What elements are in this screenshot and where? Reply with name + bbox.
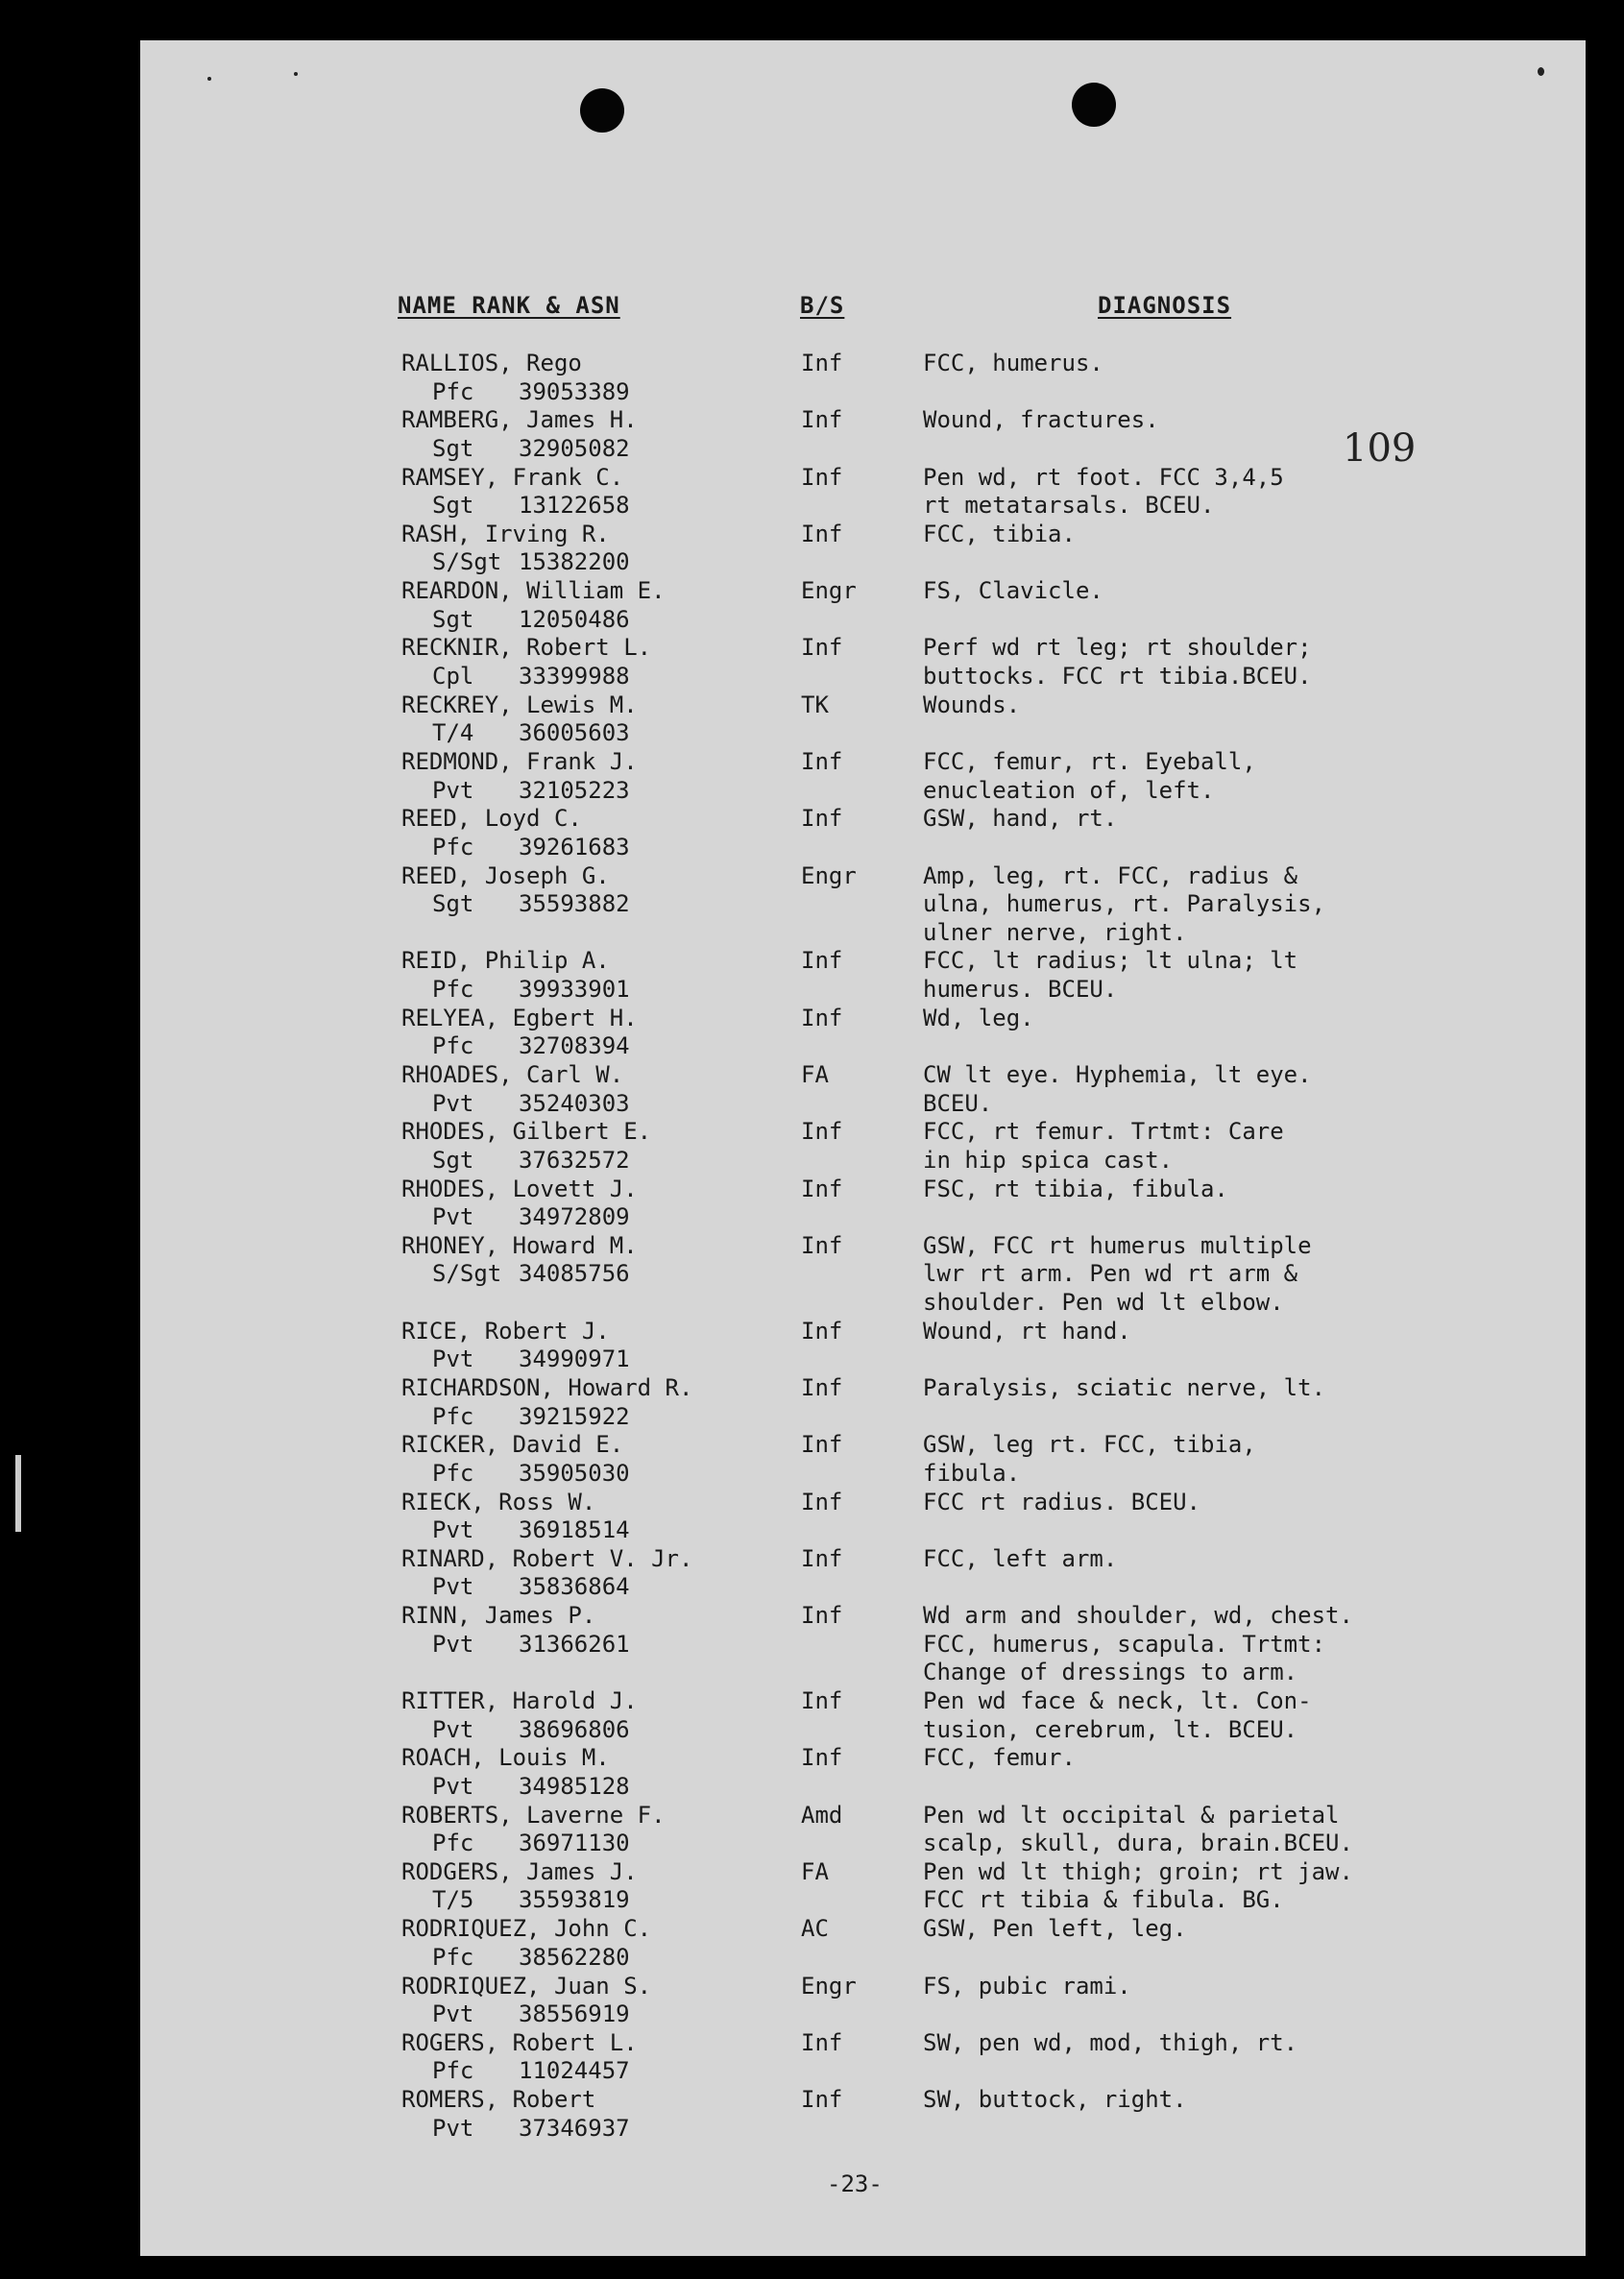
record-row [140,521,1586,577]
record-diagnosis [923,1431,1576,1488]
record-branch: Inf [801,520,843,547]
record-rank: Pvt [432,1089,474,1117]
record-rank-asn [401,976,630,1005]
record-row [140,691,1586,748]
record-asn: 35593882 [519,890,630,918]
record-row [140,2086,1586,2143]
record-branch: Inf [801,1744,843,1772]
record-name-rank-asn [401,1232,638,1289]
diagnosis-line: FCC rt radius. BCEU. [923,1488,1200,1515]
record-rank-asn [401,1516,630,1545]
record-name: RICE, Robert J. [401,1317,610,1345]
diagnosis-line: Wound, rt hand. [923,1317,1131,1345]
record-branch: Inf [801,1317,843,1345]
diagnosis-line: FS, pubic rami. [923,1972,1131,2000]
diagnosis-line: FCC, humerus. [923,350,1103,376]
diagnosis-line: GSW, FCC rt humerus multiple [923,1231,1312,1259]
record-name: RAMSEY, Frank C. [401,463,624,491]
record-row [140,1545,1586,1602]
record-row [140,1374,1586,1431]
record-rank: Pfc [432,1830,474,1857]
record-branch: Inf [801,350,843,376]
record-rank: Cpl [432,662,474,690]
header-diagnosis: DIAGNOSIS [1098,292,1232,319]
record-branch: AC [801,1915,829,1943]
record-row [140,634,1586,691]
diagnosis-line: shoulder. Pen wd lt elbow. [923,1288,1284,1316]
record-branch: Inf [801,1687,843,1715]
record-branch: Inf [801,1374,843,1402]
diagnosis-line: Wd, leg. [923,1004,1034,1031]
diagnosis-line: Pen wd lt occipital & parietal [923,1801,1340,1829]
record-diagnosis [923,1545,1576,1574]
speck [294,72,298,76]
record-name: RHODES, Lovett J. [401,1175,638,1202]
record-rank: Pvt [432,1346,474,1373]
record-rank-asn [401,1460,630,1489]
diagnosis-line: FCC, left arm. [923,1544,1118,1572]
record-rank-asn [401,492,630,521]
record-rank-asn [401,378,630,407]
record-row [140,1602,1586,1687]
record-name-rank-asn [401,1118,651,1175]
diagnosis-line: FS, Clavicle. [923,577,1103,605]
record-name-rank-asn [401,947,630,1004]
record-asn: 36971130 [519,1830,630,1857]
record-branch: Inf [801,947,843,975]
record-rank: Pvt [432,1715,474,1743]
record-asn: 39933901 [519,975,630,1003]
record-rank: Pfc [432,1032,474,1060]
record-diagnosis [923,1374,1576,1403]
diagnosis-line: FCC, femur, rt. Eyeball, [923,748,1256,776]
record-branch: TK [801,691,829,718]
record-asn: 33399988 [519,662,630,690]
record-diagnosis [923,1602,1576,1687]
record-rank: Sgt [432,1146,474,1174]
record-rank: S/Sgt [432,548,502,576]
record-row [140,406,1586,463]
record-name: RHONEY, Howard M. [401,1231,638,1259]
record-diagnosis [923,1176,1576,1204]
record-asn: 32708394 [519,1032,630,1060]
diagnosis-line: BCEU. [923,1089,993,1117]
record-asn: 37632572 [519,1146,630,1174]
record-name: RECKREY, Lewis M. [401,691,638,718]
record-branch: Inf [801,1488,843,1515]
record-name-rank-asn [401,1318,630,1374]
record-rank: Pvt [432,776,474,804]
record-row [140,1973,1586,2029]
handwritten-page-stamp: 109 [1343,426,1417,471]
record-row [140,1858,1586,1915]
diagnosis-line: Amp, leg, rt. FCC, radius & [923,861,1298,889]
record-row [140,464,1586,521]
record-asn: 31366261 [519,1630,630,1658]
record-asn: 39053389 [519,377,630,405]
record-branch: Inf [801,406,843,434]
record-rank-asn [401,1944,651,1973]
record-name: RHODES, Gilbert E. [401,1118,652,1146]
record-diagnosis [923,1687,1576,1744]
record-row [140,1176,1586,1232]
record-diagnosis [923,350,1576,378]
record-name-rank-asn [401,1973,651,2029]
record-branch: Inf [801,2028,843,2056]
record-asn: 38696806 [519,1715,630,1743]
record-name: RELYEA, Egbert H. [401,1004,638,1031]
record-branch: Inf [801,748,843,776]
record-name-rank-asn [401,1915,651,1972]
diagnosis-line: Pen wd, rt foot. FCC 3,4,5 [923,463,1284,491]
record-rank: Pvt [432,1573,474,1601]
record-row [140,1061,1586,1118]
record-name-rank-asn [401,1802,666,1858]
diagnosis-line: Wd arm and shoulder, wd, chest. [923,1602,1353,1630]
record-branch: Inf [801,1602,843,1630]
record-rank-asn [401,1147,651,1176]
record-diagnosis [923,577,1576,606]
diagnosis-line: FCC, lt radius; lt ulna; lt [923,947,1298,975]
record-name-rank-asn [401,464,630,521]
record-name-rank-asn [401,634,651,691]
diagnosis-line: FCC, femur. [923,1744,1076,1772]
diagnosis-line: FCC rt tibia & fibula. BG. [923,1886,1284,1914]
diagnosis-line: humerus. BCEU. [923,975,1118,1003]
diagnosis-line: Wound, fractures. [923,406,1159,434]
record-name: ROBERTS, Laverne F. [401,1801,666,1829]
record-name: REARDON, William E. [401,577,666,605]
record-asn: 11024457 [519,2057,630,2085]
record-rank: Sgt [432,434,474,462]
record-row [140,350,1586,406]
header-branch-of-service: B/S [800,292,845,319]
record-diagnosis [923,1802,1576,1858]
record-diagnosis [923,1489,1576,1517]
diagnosis-line: tusion, cerebrum, lt. BCEU. [923,1715,1298,1743]
diagnosis-line: lwr rt arm. Pen wd rt arm & [923,1260,1298,1288]
diagnosis-line: FSC, rt tibia, fibula. [923,1175,1228,1202]
record-name: RALLIOS, Rego [401,350,582,376]
diagnosis-line: FCC, humerus, scapula. Trtmt: [923,1630,1326,1658]
record-diagnosis [923,521,1576,549]
record-asn: 36918514 [519,1516,630,1544]
record-rank: T/4 [432,719,474,747]
record-rank: Pvt [432,1203,474,1231]
record-asn: 38556919 [519,2000,630,2028]
record-diagnosis [923,2086,1576,2115]
record-name-rank-asn [401,1061,630,1118]
record-branch: Inf [801,1004,843,1031]
record-name-rank-asn [401,1431,630,1488]
record-asn: 13122658 [519,492,630,520]
record-diagnosis [923,406,1576,435]
record-rank: Pvt [432,1516,474,1544]
diagnosis-line: FCC, tibia. [923,520,1076,547]
record-diagnosis [923,1744,1576,1773]
record-row [140,748,1586,805]
record-branch: Inf [801,1431,843,1459]
record-rank: S/Sgt [432,1260,502,1288]
record-rank: Pfc [432,377,474,405]
record-diagnosis [923,464,1576,521]
record-name: RICKER, David E. [401,1431,624,1459]
record-branch: Engr [801,577,857,605]
record-branch: Inf [801,1118,843,1146]
record-rank: T/5 [432,1886,474,1914]
record-branch: FA [801,1857,829,1885]
record-row [140,1489,1586,1545]
record-branch: Inf [801,463,843,491]
diagnosis-line: ulna, humerus, rt. Paralysis, [923,890,1326,918]
record-name: ROGERS, Robert L. [401,2028,638,2056]
record-asn: 36005603 [519,719,630,747]
record-name-rank-asn [401,1176,638,1232]
record-row [140,1318,1586,1374]
record-name-rank-asn [401,1545,692,1602]
diagnosis-line: scalp, skull, dura, brain.BCEU. [923,1830,1353,1857]
record-row [140,947,1586,1004]
diagnosis-line: Change of dressings to arm. [923,1659,1298,1686]
diagnosis-line: CW lt eye. Hyphemia, lt eye. [923,1061,1312,1089]
record-diagnosis [923,1858,1576,1915]
record-asn: 12050486 [519,605,630,633]
record-name-rank-asn [401,1602,630,1659]
record-rank-asn [401,890,630,919]
document-page [140,40,1586,2256]
record-name: RODGERS, James J. [401,1857,638,1885]
record-name-rank-asn [401,862,630,919]
diagnosis-line: GSW, Pen left, leg. [923,1915,1187,1943]
record-name: RITTER, Harold J. [401,1687,638,1715]
record-rank: Pvt [432,1772,474,1800]
record-rank-asn [401,1631,630,1660]
record-branch: Engr [801,1972,857,2000]
diagnosis-line: SW, buttock, right. [923,2086,1187,2114]
record-rank-asn [401,1090,630,1119]
record-asn: 34990971 [519,1346,630,1373]
record-row [140,577,1586,634]
record-branch: Inf [801,805,843,833]
record-name-rank-asn [401,406,638,463]
diagnosis-line: rt metatarsals. BCEU. [923,492,1215,520]
diagnosis-line: Wounds. [923,691,1021,718]
record-name-rank-asn [401,1374,692,1431]
diagnosis-line: fibula. [923,1459,1021,1487]
record-name: REED, Loyd C. [401,805,582,833]
diagnosis-line: GSW, leg rt. FCC, tibia, [923,1431,1256,1459]
record-asn: 34985128 [519,1772,630,1800]
record-diagnosis [923,2029,1576,2058]
record-name-rank-asn [401,350,630,406]
record-rank: Pfc [432,1402,474,1430]
record-diagnosis [923,634,1576,691]
record-name: RIECK, Ross W. [401,1488,596,1515]
diagnosis-line: Paralysis, sciatic nerve, lt. [923,1374,1326,1402]
record-asn: 35593819 [519,1886,630,1914]
record-diagnosis [923,1318,1576,1346]
record-name: REED, Joseph G. [401,861,610,889]
record-row [140,862,1586,948]
record-rank-asn [401,606,666,635]
diagnosis-line: Pen wd lt thigh; groin; rt jaw. [923,1857,1353,1885]
record-rank-asn [401,1573,692,1602]
record-branch: Engr [801,861,857,889]
diagnosis-line: ulner nerve, right. [923,918,1187,946]
record-name: RAMBERG, James H. [401,406,638,434]
record-rank-asn [401,548,630,577]
record-diagnosis [923,862,1576,948]
record-rank-asn [401,1203,638,1232]
record-rank: Pfc [432,833,474,861]
record-diagnosis [923,1118,1576,1175]
record-rank-asn [401,1260,638,1289]
record-rank-asn [401,2057,638,2086]
record-diagnosis [923,1973,1576,2001]
page-number: -23- [827,2170,883,2197]
diagnosis-line: Pen wd face & neck, lt. Con- [923,1687,1312,1715]
record-diagnosis [923,1061,1576,1118]
record-name: RINN, James P. [401,1602,596,1630]
record-name-rank-asn [401,1005,638,1061]
diagnosis-line: GSW, hand, rt. [923,805,1118,833]
diagnosis-line: SW, pen wd, mod, thigh, rt. [923,2028,1298,2056]
record-name-rank-asn [401,577,666,634]
record-rank: Pfc [432,1943,474,1971]
record-diagnosis [923,947,1576,1004]
record-rank-asn [401,1830,666,1858]
record-branch: Inf [801,1544,843,1572]
record-branch: Inf [801,634,843,662]
record-name-rank-asn [401,521,630,577]
record-branch: Inf [801,1175,843,1202]
record-asn: 37346937 [519,2114,630,2142]
record-name: RHOADES, Carl W. [401,1061,624,1089]
record-asn: 15382200 [519,548,630,576]
record-name: REID, Philip A. [401,947,610,975]
record-asn: 32105223 [519,776,630,804]
record-branch: FA [801,1061,829,1089]
record-row [140,1232,1586,1318]
record-name: RODRIQUEZ, Juan S. [401,1972,652,2000]
diagnosis-line: in hip spica cast. [923,1146,1174,1174]
header-name-rank-asn: NAME RANK & ASN [398,292,620,319]
record-diagnosis [923,1232,1576,1318]
record-diagnosis [923,805,1576,834]
record-row [140,1687,1586,1744]
record-branch: Inf [801,2086,843,2114]
record-rank: Sgt [432,492,474,520]
record-rank: Pvt [432,2114,474,2142]
record-rank-asn [401,1773,630,1802]
record-row [140,1118,1586,1175]
record-name: ROACH, Louis M. [401,1744,610,1772]
record-asn: 35836864 [519,1573,630,1601]
record-name: RODRIQUEZ, John C. [401,1915,652,1943]
record-rank-asn [401,2000,651,2029]
speck [207,77,211,81]
record-rank: Pvt [432,2000,474,2028]
record-name: RECKNIR, Robert L. [401,634,652,662]
record-asn: 35905030 [519,1459,630,1487]
punch-hole-left [580,88,624,133]
record-rank-asn [401,663,651,691]
record-rank: Pfc [432,2057,474,2085]
record-rank-asn [401,834,630,862]
record-asn: 34085756 [519,1260,630,1288]
diagnosis-line: buttocks. FCC rt tibia.BCEU. [923,662,1312,690]
record-rank-asn [401,1346,630,1374]
record-branch: Inf [801,1231,843,1259]
record-name: RICHARDSON, Howard R. [401,1374,693,1402]
record-row [140,1802,1586,1858]
record-rank: Pvt [432,1630,474,1658]
record-rank: Pfc [432,975,474,1003]
record-rank-asn [401,435,638,464]
record-row [140,2029,1586,2086]
diagnosis-line: FCC, rt femur. Trtmt: Care [923,1118,1284,1146]
record-name-rank-asn [401,1744,630,1801]
record-rank-asn [401,1716,638,1745]
diagnosis-line: enucleation of, left. [923,776,1215,804]
record-name-rank-asn [401,1687,638,1744]
record-diagnosis [923,1005,1576,1033]
record-name-rank-asn [401,805,630,861]
record-asn: 32905082 [519,434,630,462]
record-rank-asn [401,2115,630,2144]
record-branch: Amd [801,1801,843,1829]
punch-hole-right [1072,83,1116,127]
record-rank-asn [401,719,638,748]
diagnosis-line: Perf wd rt leg; rt shoulder; [923,634,1312,662]
record-rank-asn [401,1032,638,1061]
record-name-rank-asn [401,748,638,805]
record-name-rank-asn [401,2029,638,2086]
record-row [140,1431,1586,1488]
record-rank-asn [401,777,638,806]
record-row [140,805,1586,861]
record-name: ROMERS, Robert [401,2086,596,2114]
record-name: RINARD, Robert V. Jr. [401,1544,693,1572]
record-row [140,1005,1586,1061]
record-asn: 34972809 [519,1203,630,1231]
record-name-rank-asn [401,691,638,748]
record-row [140,1915,1586,1972]
record-asn: 35240303 [519,1089,630,1117]
record-rank-asn [401,1886,638,1915]
record-name-rank-asn [401,1489,630,1545]
record-row [140,1744,1586,1801]
record-rank: Pfc [432,1459,474,1487]
record-rank: Sgt [432,890,474,918]
record-rank: Sgt [432,605,474,633]
record-name-rank-asn [401,2086,630,2143]
record-asn: 39215922 [519,1402,630,1430]
record-diagnosis [923,1915,1576,1944]
record-diagnosis [923,748,1576,805]
record-diagnosis [923,691,1576,720]
speck [1538,67,1544,76]
record-rank-asn [401,1403,692,1432]
record-name-rank-asn [401,1858,638,1915]
record-asn: 38562280 [519,1943,630,1971]
record-name: RASH, Irving R. [401,520,610,547]
casualty-list [140,350,1586,2143]
record-asn: 39261683 [519,833,630,861]
scan-edge-mark [15,1455,21,1532]
record-name: REDMOND, Frank J. [401,748,638,776]
